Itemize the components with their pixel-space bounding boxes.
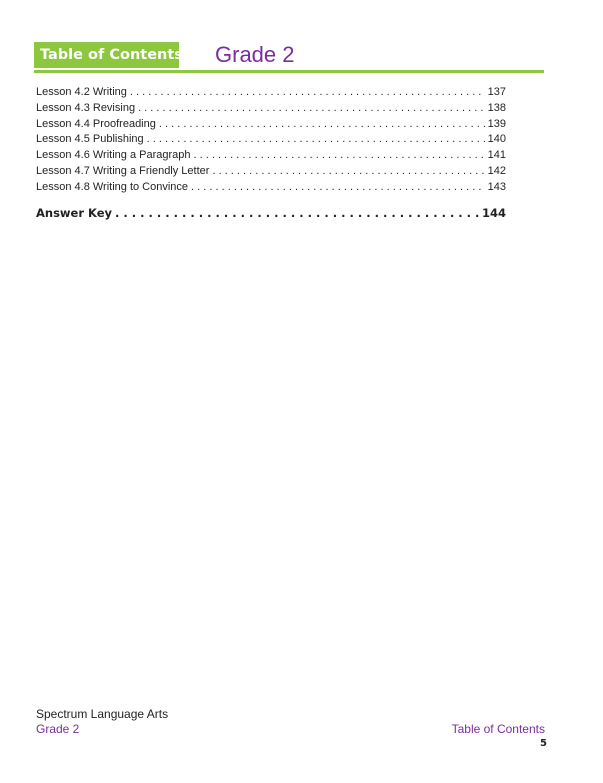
dot-leader xyxy=(159,118,485,130)
answer-key-page: 144 xyxy=(481,205,506,220)
toc-entry-label: Lesson 4.7 Writing a Friendly Letter xyxy=(36,164,210,177)
dot-leader xyxy=(115,206,479,220)
dot-leader xyxy=(130,86,485,98)
toc-entry-label: Lesson 4.3 Revising xyxy=(36,101,136,114)
grade-title: Grade 2 xyxy=(215,42,295,67)
footer-section-title: Table of Contents xyxy=(451,722,545,736)
answer-key-label: Answer Key xyxy=(36,205,113,220)
toc-entry xyxy=(36,165,506,181)
toc-entry xyxy=(36,86,506,102)
toc-entry-page: 139 xyxy=(487,117,506,130)
dot-leader xyxy=(147,133,485,145)
toc-entry xyxy=(36,149,506,165)
toc-entry-label: Lesson 4.4 Proofreading xyxy=(36,117,156,130)
table-of-contents xyxy=(36,86,506,224)
page-header xyxy=(34,42,544,74)
toc-entry-label: Lesson 4.6 Writing a Paragraph xyxy=(36,149,191,162)
page-footer-left xyxy=(36,707,168,737)
toc-entry-page: 141 xyxy=(487,149,506,162)
footer-series-title: Spectrum Language Arts xyxy=(36,707,169,721)
toc-entry-page: 138 xyxy=(487,101,506,114)
toc-entry xyxy=(36,102,506,118)
toc-entry-label: Lesson 4.5 Publishing xyxy=(36,133,144,146)
toc-answer-key xyxy=(36,206,506,224)
dot-leader xyxy=(191,181,485,193)
section-badge: Table of Contents xyxy=(34,42,179,68)
page-number: 5 xyxy=(540,738,547,749)
toc-entry-label: Lesson 4.2 Writing xyxy=(36,86,127,98)
toc-entry-page: 142 xyxy=(487,164,506,177)
footer-grade: Grade 2 xyxy=(36,722,80,736)
dot-leader xyxy=(194,149,485,161)
toc-entry xyxy=(36,133,506,149)
dot-leader xyxy=(212,165,484,177)
toc-entry-page: 140 xyxy=(487,133,506,146)
header-divider xyxy=(34,70,544,73)
toc-entry-label: Lesson 4.8 Writing to Convince xyxy=(36,180,189,193)
toc-entry xyxy=(36,181,506,197)
dot-leader xyxy=(138,102,485,114)
toc-entry-page: 143 xyxy=(487,180,506,193)
toc-entry xyxy=(36,118,506,134)
toc-entry-page: 137 xyxy=(487,86,506,98)
